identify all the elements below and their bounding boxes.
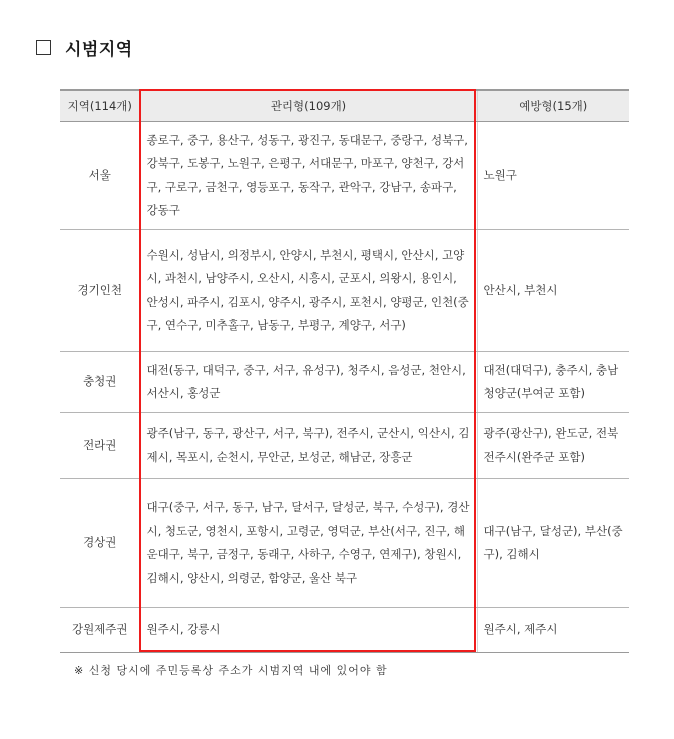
table-row <box>60 479 629 608</box>
table-row <box>60 230 629 352</box>
footnote: ※ 신청 당시에 주민등록상 주소가 시범지역 내에 있어야 함 <box>74 664 388 677</box>
column-header-region: 지역(114개) <box>60 90 140 122</box>
table-row <box>60 352 629 413</box>
preventive-areas: 노원구 <box>477 122 629 230</box>
table-header-row <box>60 90 629 122</box>
region-name: 서울 <box>60 122 140 230</box>
page-title: 시범지역 <box>65 39 133 60</box>
pilot-region-table <box>60 89 629 653</box>
region-name: 전라권 <box>60 413 140 479</box>
table-row <box>60 122 629 230</box>
region-name: 충청권 <box>60 352 140 413</box>
preventive-areas: 안산시, 부천시 <box>477 230 629 352</box>
managed-areas: 대전(동구, 대덕구, 중구, 서구, 유성구), 청주시, 음성군, 천안시, 서산시, 홍성군 <box>140 352 477 413</box>
managed-areas: 광주(남구, 동구, 광산구, 서구, 북구), 전주시, 군산시, 익산시, 김제시, 목포시, 순천시, 무안군, 보성군, 해남군, 장흥군 <box>140 413 477 479</box>
section-heading <box>36 36 133 58</box>
managed-areas: 원주시, 강릉시 <box>140 608 477 653</box>
region-name: 강원제주권 <box>60 608 140 653</box>
column-header-preventive: 예방형(15개) <box>477 90 629 122</box>
preventive-areas: 대전(대덕구), 충주시, 충남 청양군(부여군 포함) <box>477 352 629 413</box>
managed-areas: 수원시, 성남시, 의정부시, 안양시, 부천시, 평택시, 안산시, 고양시, 과천시, 남양주시, 오산시, 시흥시, 군포시, 의왕시, 용인시, 안성시, 파주시, 김포시, 양주시, 광주시, 포천시, 양평군, 인천(중구, 연수구, 미추홀구, 남동구, 부평구, 계양구, 서구) <box>140 230 477 352</box>
table-row <box>60 608 629 653</box>
preventive-areas: 대구(남구, 달성군), 부산(중구), 김해시 <box>477 479 629 608</box>
region-name: 경기인천 <box>60 230 140 352</box>
checkbox-icon <box>36 40 51 55</box>
region-name: 경상권 <box>60 479 140 608</box>
table-row <box>60 413 629 479</box>
preventive-areas: 광주(광산구), 완도군, 전북 전주시(완주군 포함) <box>477 413 629 479</box>
managed-areas: 종로구, 중구, 용산구, 성동구, 광진구, 동대문구, 중랑구, 성북구, 강북구, 도봉구, 노원구, 은평구, 서대문구, 마포구, 양천구, 강서구, 구로구, 금천구, 영등포구, 동작구, 관악구, 강남구, 송파구, 강동구 <box>140 122 477 230</box>
column-header-managed: 관리형(109개) <box>140 90 477 122</box>
managed-areas: 대구(중구, 서구, 동구, 남구, 달서구, 달성군, 북구, 수성구), 경산시, 청도군, 영천시, 포항시, 고령군, 영덕군, 부산(서구, 진구, 해운대구, 북구, 금정구, 동래구, 사하구, 수영구, 연제구), 창원시, 김해시, 양산시, 의령군, 함양군, 울산 북구 <box>140 479 477 608</box>
preventive-areas: 원주시, 제주시 <box>477 608 629 653</box>
